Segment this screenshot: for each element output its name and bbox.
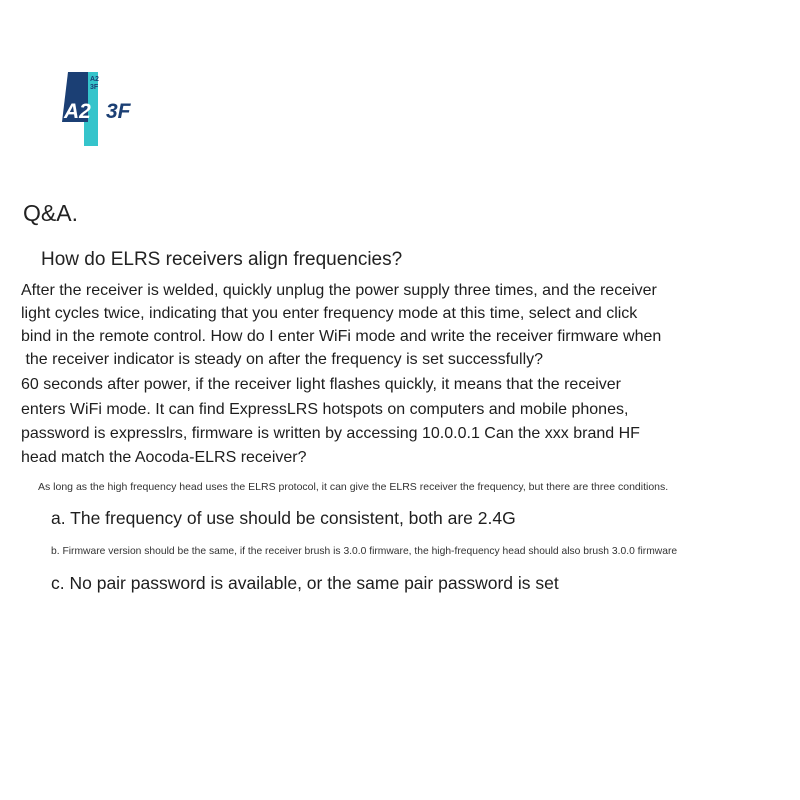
paragraph-line: enters WiFi mode. It can find ExpressLRS hotspots on computers and mobile phones, xyxy=(21,401,629,418)
condition-a: a. The frequency of use should be consistent, both are 2.4G xyxy=(51,508,516,528)
logo-main-left: A2 xyxy=(64,100,91,123)
paragraph-line: the receiver indicator is steady on after the frequency is set successfully? xyxy=(21,351,544,368)
paragraph-line: light cycles twice, indicating that you enter frequency mode at this time, select and click xyxy=(21,305,638,322)
paragraph-line: 60 seconds after power, if the receiver light flashes quickly, it means that the receiver xyxy=(21,376,621,393)
conditions-intro: As long as the high frequency head uses the ELRS protocol, it can give the ELRS receiver the frequency, but there are three conditions. xyxy=(38,481,669,493)
paragraph-line: bind in the remote control. How do I enter WiFi mode and write the receiver firmware when xyxy=(21,328,662,345)
page-title: Q&A. xyxy=(23,200,78,226)
logo-small-text-top: A2 xyxy=(90,76,99,83)
brand-logo xyxy=(62,70,152,148)
condition-c: c. No pair password is available, or the same pair password is set xyxy=(51,573,559,593)
paragraph-line: password is expresslrs, firmware is written by accessing 10.0.0.1 Can the xxx brand HF xyxy=(21,425,640,442)
question-heading: How do ELRS receivers align frequencies? xyxy=(41,249,403,270)
paragraph-line: After the receiver is welded, quickly unplug the power supply three times, and the receiver xyxy=(21,282,657,299)
logo-small-text-bottom: 3F xyxy=(90,84,99,91)
condition-b: b. Firmware version should be the same, if the receiver brush is 3.0.0 firmware, the high-frequency head should also brush 3.0.0 firmware xyxy=(51,546,678,557)
paragraph-line: head match the Aocoda-ELRS receiver? xyxy=(21,449,307,466)
logo-main-right: 3F xyxy=(106,100,131,123)
